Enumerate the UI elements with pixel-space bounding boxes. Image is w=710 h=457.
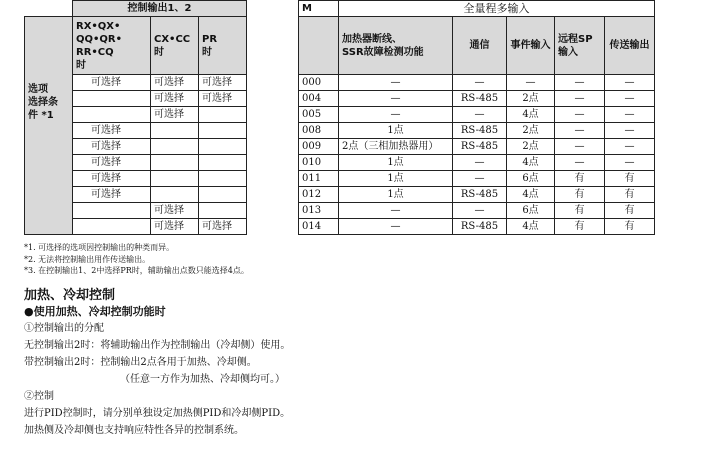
cell-heater: — xyxy=(339,107,453,123)
cell-remote: — xyxy=(555,139,605,155)
cell-remote: — xyxy=(555,155,605,171)
cell-rx xyxy=(73,107,151,123)
corner-blank xyxy=(25,1,73,17)
body-line-7: 加热侧及冷却侧也支持响应特性各异的控制系统。 xyxy=(24,425,244,436)
cell-event: 4点 xyxy=(507,107,555,123)
cell-cx: 可选择 xyxy=(151,203,199,219)
cell-pr xyxy=(199,123,247,139)
header-m: M xyxy=(299,1,339,17)
cell-remote: — xyxy=(555,91,605,107)
section-title: 加热、冷却控制 xyxy=(24,288,116,303)
cell-event: 4点 xyxy=(507,219,555,235)
body-line-4: （任意一方作为加热、冷却侧均可。） xyxy=(120,374,285,385)
row-gap xyxy=(247,91,299,107)
cell-cx xyxy=(151,187,199,203)
cell-remote: 有 xyxy=(555,187,605,203)
header-gap xyxy=(247,1,299,17)
cell-cx xyxy=(151,123,199,139)
body-line-2: 无控制输出2时：将辅助输出作为控制输出（冷却侧）使用。 xyxy=(24,340,291,351)
cell-code: 013 xyxy=(299,203,339,219)
cell-pr: 可选择 xyxy=(199,219,247,235)
cell-rx xyxy=(73,91,151,107)
cell-heater: 1点 xyxy=(339,155,453,171)
cell-comm: — xyxy=(453,155,507,171)
col-transfer-header: 传送输出 xyxy=(605,17,655,75)
row-gap xyxy=(247,155,299,171)
cell-transfer: 有 xyxy=(605,171,655,187)
cell-code: 005 xyxy=(299,107,339,123)
col-cx-header: CX•CC 时 xyxy=(151,17,199,75)
cell-pr: 可选择 xyxy=(199,75,247,91)
cell-comm: — xyxy=(453,107,507,123)
table-row xyxy=(25,139,655,155)
cell-pr: 可选择 xyxy=(199,91,247,107)
header-gap-2 xyxy=(247,17,299,75)
cell-heater: 1点 xyxy=(339,123,453,139)
table-row xyxy=(25,91,655,107)
cell-heater: — xyxy=(339,203,453,219)
cell-rx: 可选择 xyxy=(73,139,151,155)
subsection-title: ●使用加热、冷却控制功能时 xyxy=(24,305,166,318)
option-spec-table xyxy=(24,0,655,235)
footnote-3: *3. 在控制输出1、2中选择PR时，辅助输出点数只能选择4点。 xyxy=(24,266,249,275)
cell-remote: 有 xyxy=(555,171,605,187)
cell-heater: — xyxy=(339,91,453,107)
cell-pr xyxy=(199,139,247,155)
cell-cx: 可选择 xyxy=(151,91,199,107)
cell-pr xyxy=(199,107,247,123)
cell-transfer: — xyxy=(605,123,655,139)
table-row xyxy=(25,171,655,187)
header-fullrange: 全量程多输入 xyxy=(339,1,655,17)
cell-event: 6点 xyxy=(507,171,555,187)
footnotes xyxy=(24,242,249,277)
body-line-3: 带控制输出2时：控制输出2点各用于加热、冷却侧。 xyxy=(24,357,257,368)
cell-rx: 可选择 xyxy=(73,155,151,171)
cell-transfer: — xyxy=(605,107,655,123)
cell-transfer: 有 xyxy=(605,219,655,235)
header-ctrl-output: 控制输出1、2 xyxy=(73,1,247,17)
cell-cx xyxy=(151,171,199,187)
row-gap xyxy=(247,171,299,187)
cell-transfer: — xyxy=(605,139,655,155)
cell-heater: 1点 xyxy=(339,171,453,187)
cell-cx: 可选择 xyxy=(151,107,199,123)
cell-cx: 可选择 xyxy=(151,219,199,235)
cell-pr xyxy=(199,155,247,171)
cell-comm: — xyxy=(453,171,507,187)
cell-cx xyxy=(151,139,199,155)
cell-rx: 可选择 xyxy=(73,171,151,187)
table-row xyxy=(25,219,655,235)
cell-event: 6点 xyxy=(507,203,555,219)
table-row xyxy=(25,203,655,219)
footnote-1: *1. 可选择的选项因控制输出的种类而异。 xyxy=(24,243,175,252)
side-label-top xyxy=(25,17,73,75)
cell-pr xyxy=(199,187,247,203)
table-row xyxy=(25,123,655,139)
row-gap xyxy=(247,139,299,155)
cell-comm: RS-485 xyxy=(453,219,507,235)
cell-code: 009 xyxy=(299,139,339,155)
row-gap xyxy=(247,75,299,91)
cell-transfer: 有 xyxy=(605,203,655,219)
col-heater-header: 加热器断线、 SSR故障检测功能 xyxy=(339,17,453,75)
cell-remote: 有 xyxy=(555,219,605,235)
cell-transfer: — xyxy=(605,91,655,107)
cell-event: — xyxy=(507,75,555,91)
row-gap xyxy=(247,187,299,203)
body-line-6: 进行PID控制时，请分别单独设定加热侧PID和冷却侧PID。 xyxy=(24,408,291,419)
cell-code: 014 xyxy=(299,219,339,235)
cell-rx: 可选择 xyxy=(73,123,151,139)
cell-code: 010 xyxy=(299,155,339,171)
cell-code: 011 xyxy=(299,171,339,187)
cell-comm: RS-485 xyxy=(453,187,507,203)
cell-remote: — xyxy=(555,75,605,91)
cell-pr xyxy=(199,203,247,219)
cell-cx: 可选择 xyxy=(151,75,199,91)
cell-comm: — xyxy=(453,203,507,219)
table-row xyxy=(25,75,655,91)
cell-code: 012 xyxy=(299,187,339,203)
cell-rx: 可选择 xyxy=(73,187,151,203)
side-label: 选项 选择条 件 *1 xyxy=(25,75,73,235)
cell-transfer: — xyxy=(605,75,655,91)
table-row xyxy=(25,155,655,171)
cell-comm: RS-485 xyxy=(453,123,507,139)
footnote-2: *2. 无法将控制输出用作传送输出。 xyxy=(24,254,151,264)
cell-rx: 可选择 xyxy=(73,75,151,91)
cell-event: 2点 xyxy=(507,139,555,155)
cell-transfer: 有 xyxy=(605,187,655,203)
cell-rx xyxy=(73,219,151,235)
cell-comm: RS-485 xyxy=(453,139,507,155)
body-line-1: ①控制输出的分配 xyxy=(24,323,104,334)
cell-heater: — xyxy=(339,219,453,235)
col-comm-header: 通信 xyxy=(453,17,507,75)
table-row xyxy=(25,107,655,123)
cell-event: 4点 xyxy=(507,155,555,171)
table-row xyxy=(25,187,655,203)
cell-heater: — xyxy=(339,75,453,91)
row-gap xyxy=(247,203,299,219)
cell-event: 2点 xyxy=(507,91,555,107)
cell-code: 008 xyxy=(299,123,339,139)
col-rx-header: RX•QX• QQ•QR• RR•CQ 时 xyxy=(73,17,151,75)
col-event-header: 事件输入 xyxy=(507,17,555,75)
cell-cx xyxy=(151,155,199,171)
row-gap xyxy=(247,107,299,123)
cell-pr xyxy=(199,171,247,187)
cell-comm: — xyxy=(453,75,507,91)
cell-rx xyxy=(73,203,151,219)
col-pr-header: PR 时 xyxy=(199,17,247,75)
cell-transfer: — xyxy=(605,155,655,171)
col-remote-header: 远程SP 输入 xyxy=(555,17,605,75)
cell-code: 004 xyxy=(299,91,339,107)
cell-heater: 2点（三相加热器用） xyxy=(339,139,453,155)
cell-remote: — xyxy=(555,123,605,139)
row-gap xyxy=(247,123,299,139)
cell-heater: 1点 xyxy=(339,187,453,203)
cell-event: 4点 xyxy=(507,187,555,203)
row-gap xyxy=(247,219,299,235)
body-line-5: ②控制 xyxy=(24,391,54,402)
cell-remote: 有 xyxy=(555,203,605,219)
cell-code: 000 xyxy=(299,75,339,91)
cell-event: 2点 xyxy=(507,123,555,139)
col-code-header xyxy=(299,17,339,75)
cell-remote: — xyxy=(555,107,605,123)
cell-comm: RS-485 xyxy=(453,91,507,107)
